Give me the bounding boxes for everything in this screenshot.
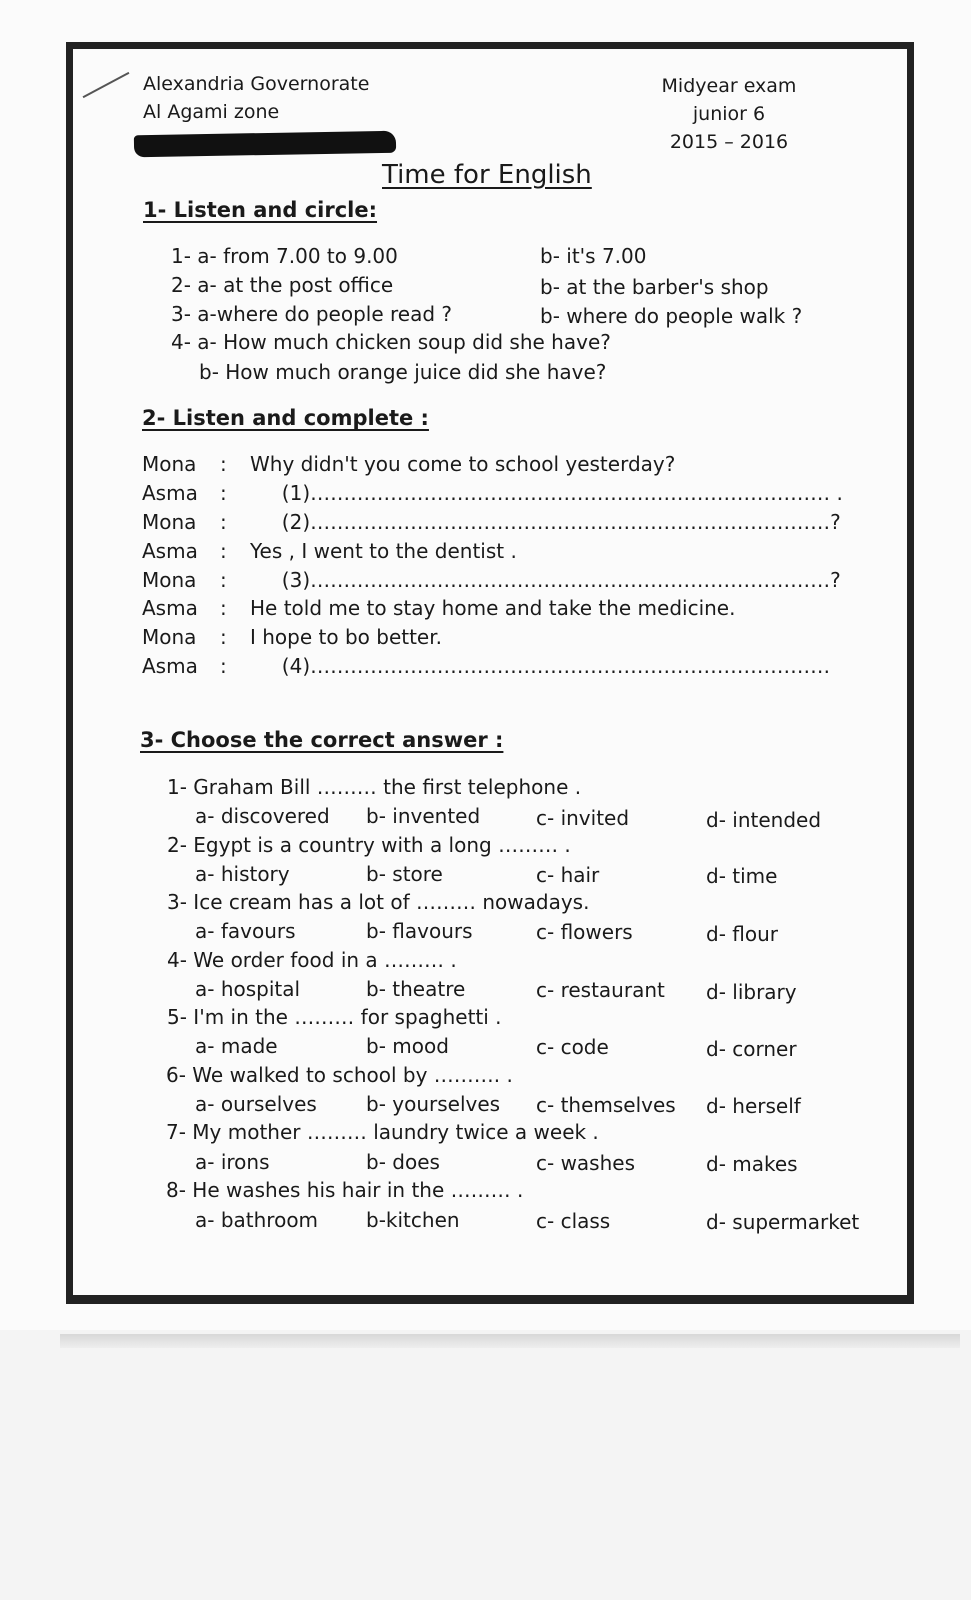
- q4-option-c: c- restaurant: [536, 978, 665, 1002]
- redacted-school-name: [134, 131, 396, 158]
- q6-option-d: d- herself: [706, 1094, 801, 1118]
- school-year: 2015 – 2016: [669, 131, 789, 153]
- question-4: 4- We order food in a ……… .: [167, 948, 457, 972]
- q8-option-d: d- supermarket: [706, 1210, 860, 1234]
- speaker: Mona: [142, 452, 197, 476]
- item1-option-a: 1- a- from 7.00 to 9.00: [171, 244, 398, 268]
- q3-option-b: b- flavours: [366, 919, 473, 943]
- q3-option-c: c- flowers: [536, 920, 633, 944]
- item4-option-b: b- How much orange juice did she have?: [199, 360, 607, 384]
- q6-option-c: c- themselves: [536, 1093, 676, 1117]
- q7-option-c: c- washes: [536, 1151, 636, 1175]
- q8-option-c: c- class: [536, 1209, 611, 1233]
- section2-heading: 2- Listen and complete :: [142, 406, 429, 430]
- question-3: 3- Ice cream has a lot of ……… nowadays.: [167, 890, 590, 914]
- speaker: Mona: [142, 510, 197, 534]
- question-5: 5- I'm in the ……… for spaghetti .: [167, 1005, 502, 1029]
- speaker: Mona: [142, 625, 197, 649]
- q1-option-c: c- invited: [536, 806, 630, 830]
- blank-3: (3)……………………………………………………………………?: [250, 568, 841, 592]
- q4-option-a: a- hospital: [195, 977, 301, 1001]
- q2-option-d: d- time: [706, 864, 778, 888]
- section1-heading: 1- Listen and circle:: [143, 198, 378, 222]
- zone: Al Agami zone: [143, 101, 280, 123]
- dialog-text: I hope to bo better.: [250, 625, 442, 649]
- dialog-text: Yes , I went to the dentist .: [250, 539, 517, 563]
- q8-option-a: a- bathroom: [195, 1208, 319, 1232]
- q1-option-a: a- discovered: [195, 804, 330, 828]
- dialog-text: Why didn't you come to school yesterday?: [250, 452, 676, 476]
- exam-type: Midyear exam: [661, 75, 797, 97]
- item3-option-b: b- where do people walk ?: [540, 304, 803, 328]
- q3-option-a: a- favours: [195, 919, 296, 943]
- q6-option-a: a- ourselves: [195, 1092, 317, 1116]
- q7-option-b: b- does: [366, 1150, 440, 1174]
- q7-option-d: d- makes: [706, 1152, 798, 1176]
- q6-option-b: b- yourselves: [366, 1092, 501, 1116]
- speaker: Asma: [142, 539, 198, 563]
- header-left: [143, 70, 369, 126]
- item1-option-b: b- it's 7.00: [540, 244, 647, 268]
- q5-option-a: a- made: [195, 1034, 278, 1058]
- item4-option-a: 4- a- How much chicken soup did she have?: [171, 330, 611, 354]
- speaker: Asma: [142, 654, 198, 678]
- q3-option-d: d- flour: [706, 922, 779, 946]
- question-7: 7- My mother ……… laundry twice a week .: [166, 1120, 599, 1144]
- question-6: 6- We walked to school by ………. .: [166, 1063, 513, 1087]
- q1-option-d: d- intended: [706, 808, 822, 832]
- q8-option-b: b-kitchen: [366, 1208, 460, 1232]
- blank-4: (4)……………………………………………………………………: [250, 654, 831, 678]
- grade: junior 6: [692, 103, 766, 125]
- q5-option-c: c- code: [536, 1035, 609, 1059]
- item3-option-a: 3- a-where do people read ?: [171, 302, 453, 326]
- page-edge-shadow: [60, 1334, 960, 1348]
- blank-2: (2)……………………………………………………………………?: [250, 510, 841, 534]
- section3-heading: 3- Choose the correct answer :: [140, 728, 504, 752]
- q1-option-b: b- invented: [366, 804, 481, 828]
- speaker: Asma: [142, 596, 198, 620]
- q7-option-a: a- irons: [195, 1150, 270, 1174]
- question-2: 2- Egypt is a country with a long ……… .: [167, 833, 571, 857]
- blank-1: (1)…………………………………………………………………… .: [250, 481, 843, 505]
- governorate: Alexandria Governorate: [143, 73, 370, 95]
- header-right: [654, 72, 804, 156]
- question-1: 1- Graham Bill ……… the first telephone .: [167, 775, 582, 799]
- q2-option-a: a- history: [195, 862, 290, 886]
- q5-option-d: d- corner: [706, 1037, 797, 1061]
- item2-option-b: b- at the barber's shop: [540, 275, 769, 299]
- q4-option-b: b- theatre: [366, 977, 466, 1001]
- item2-option-a: 2- a- at the post office: [171, 273, 394, 297]
- q2-option-b: b- store: [366, 862, 443, 886]
- exam-title: Time for English: [382, 160, 592, 190]
- dialog-text: He told me to stay home and take the medicine.: [250, 596, 736, 620]
- speaker: Mona: [142, 568, 197, 592]
- q5-option-b: b- mood: [366, 1034, 449, 1058]
- q4-option-d: d- library: [706, 980, 797, 1004]
- speaker: Asma: [142, 481, 198, 505]
- question-8: 8- He washes his hair in the ……… .: [166, 1178, 524, 1202]
- q2-option-c: c- hair: [536, 863, 600, 887]
